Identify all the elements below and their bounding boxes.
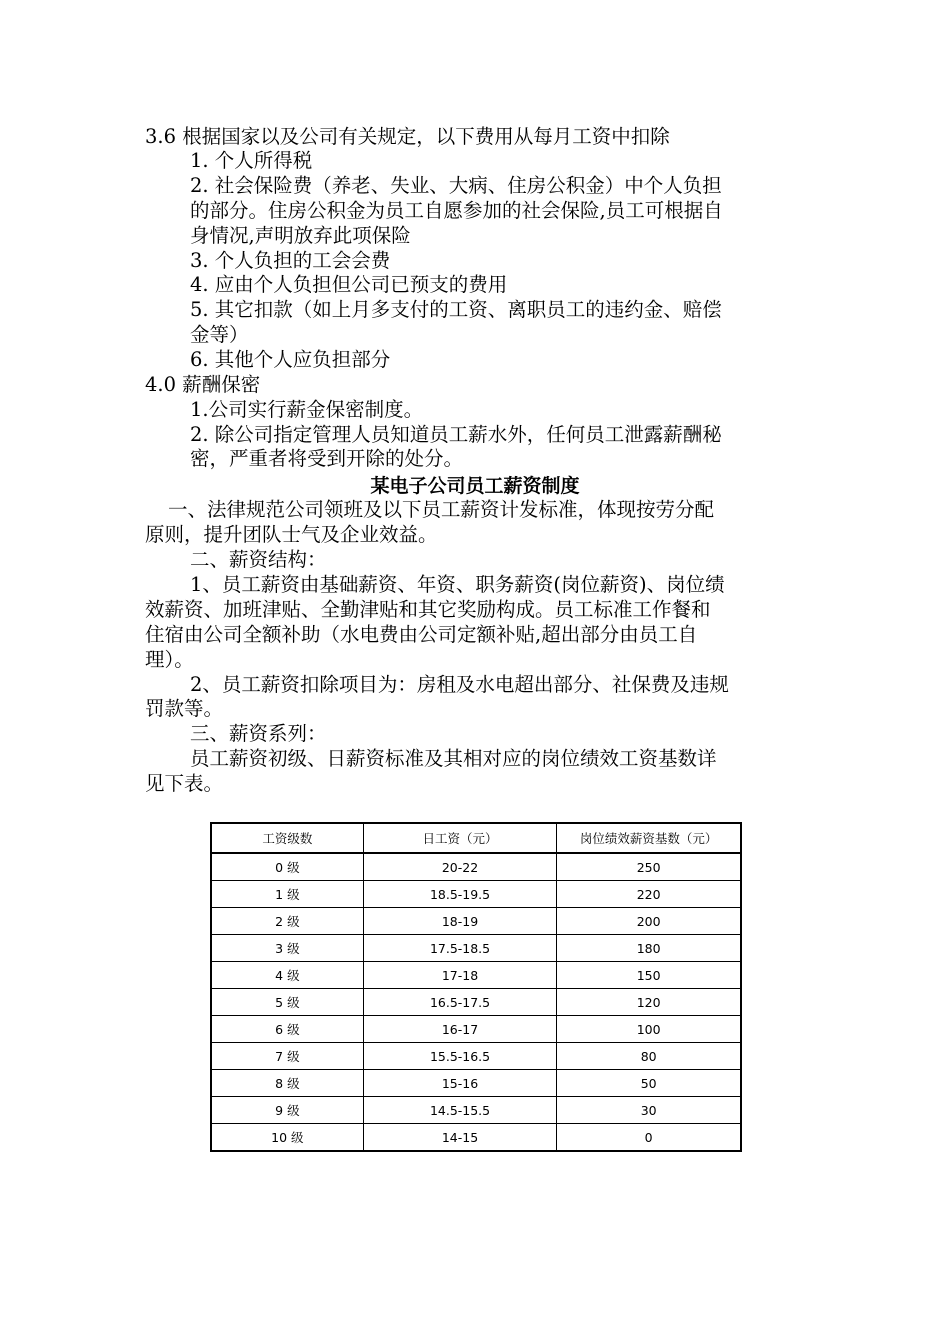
list-item: 2. 除公司指定管理人员知道员工薪水外，任何员工泄露薪酬秘 <box>190 423 722 446</box>
list-item: 3. 个人负担的工会会费 <box>190 249 391 272</box>
column-header: 日工资（元） <box>363 823 557 853</box>
section-heading: 4.0 薪酬保密 <box>145 373 261 396</box>
list-item: 1. 个人所得税 <box>190 149 313 172</box>
paragraph-line: 2、员工薪资扣除项目为：房租及水电超出部分、社保费及违规 <box>190 673 729 696</box>
column-header: 岗位绩效薪资基数（元） <box>557 823 741 853</box>
table-row <box>211 881 741 908</box>
list-item-continued: 金等） <box>190 323 249 346</box>
table-row <box>211 935 741 962</box>
table-cell: 8 级 <box>211 1070 363 1097</box>
paragraph-line: 理）。 <box>145 648 194 671</box>
table-cell: 15.5-16.5 <box>363 1043 557 1070</box>
paragraph-line: 一、法律规范公司领班及以下员工薪资计发标准，体现按劳分配 <box>168 498 715 521</box>
paragraph-line: 原则，提升团队士气及企业效益。 <box>145 523 438 546</box>
table-cell: 15-16 <box>363 1070 557 1097</box>
table-row <box>211 1016 741 1043</box>
table-row <box>211 1124 741 1152</box>
table-cell: 14-15 <box>363 1124 557 1152</box>
table-cell: 1 级 <box>211 881 363 908</box>
table-cell: 0 <box>557 1124 741 1152</box>
table-cell: 18-19 <box>363 908 557 935</box>
table-cell: 100 <box>557 1016 741 1043</box>
table-cell: 4 级 <box>211 962 363 989</box>
table-cell: 250 <box>557 853 741 881</box>
table-row <box>211 1043 741 1070</box>
list-item-continued: 密，严重者将受到开除的处分。 <box>190 447 464 470</box>
table-header-row <box>211 823 741 853</box>
table-row <box>211 989 741 1016</box>
table-cell: 80 <box>557 1043 741 1070</box>
table-cell: 20-22 <box>363 853 557 881</box>
table-cell: 150 <box>557 962 741 989</box>
list-item: 4. 应由个人负担但公司已预支的费用 <box>190 273 508 296</box>
paragraph-line: 1、员工薪资由基础薪资、年资、职务薪资(岗位薪资)、岗位绩 <box>190 573 725 596</box>
list-item: 5. 其它扣款（如上月多支付的工资、离职员工的违约金、赔偿 <box>190 298 722 321</box>
paragraph-line: 住宿由公司全额补助（水电费由公司定额补贴,超出部分由员工自 <box>145 623 698 646</box>
list-item-continued: 的部分。住房公积金为员工自愿参加的社会保险,员工可根据自 <box>190 199 723 222</box>
table-cell: 7 级 <box>211 1043 363 1070</box>
paragraph-line: 二、薪资结构： <box>190 548 327 571</box>
paragraph-line: 见下表。 <box>145 772 224 795</box>
table-cell: 120 <box>557 989 741 1016</box>
paragraph-line: 效薪资、加班津贴、全勤津贴和其它奖励构成。员工标准工作餐和 <box>145 598 711 621</box>
table-cell: 17-18 <box>363 962 557 989</box>
table-cell: 14.5-15.5 <box>363 1097 557 1124</box>
list-item: 6. 其他个人应负担部分 <box>190 348 391 371</box>
table-cell: 9 级 <box>211 1097 363 1124</box>
table-cell: 2 级 <box>211 908 363 935</box>
table-cell: 220 <box>557 881 741 908</box>
table-row <box>211 962 741 989</box>
table-cell: 0 级 <box>211 853 363 881</box>
table-cell: 180 <box>557 935 741 962</box>
table-cell: 5 级 <box>211 989 363 1016</box>
table-row <box>211 908 741 935</box>
table-cell: 16.5-17.5 <box>363 989 557 1016</box>
table-cell: 200 <box>557 908 741 935</box>
document-title: 某电子公司员工薪资制度 <box>370 475 580 497</box>
table-cell: 10 级 <box>211 1124 363 1152</box>
table-cell: 18.5-19.5 <box>363 881 557 908</box>
paragraph-line: 员工薪资初级、日薪资标准及其相对应的岗位绩效工资基数详 <box>190 747 717 770</box>
list-item-continued: 身情况,声明放弃此项保险 <box>190 224 411 247</box>
salary-table-wrapper <box>210 822 742 1152</box>
table-cell: 6 级 <box>211 1016 363 1043</box>
table-row <box>211 853 741 881</box>
column-header: 工资级数 <box>211 823 363 853</box>
salary-table <box>210 822 742 1152</box>
table-cell: 3 级 <box>211 935 363 962</box>
table-cell: 50 <box>557 1070 741 1097</box>
list-item: 1.公司实行薪金保密制度。 <box>190 398 424 421</box>
list-item: 2. 社会保险费（养老、失业、大病、住房公积金）中个人负担 <box>190 174 722 197</box>
paragraph-line: 罚款等。 <box>145 697 224 720</box>
table-cell: 16-17 <box>363 1016 557 1043</box>
table-cell: 30 <box>557 1097 741 1124</box>
section-heading: 3.6 根据国家以及公司有关规定，以下费用从每月工资中扣除 <box>145 125 670 148</box>
table-cell: 17.5-18.5 <box>363 935 557 962</box>
table-row <box>211 1070 741 1097</box>
paragraph-line: 三、薪资系列： <box>190 722 327 745</box>
table-row <box>211 1097 741 1124</box>
